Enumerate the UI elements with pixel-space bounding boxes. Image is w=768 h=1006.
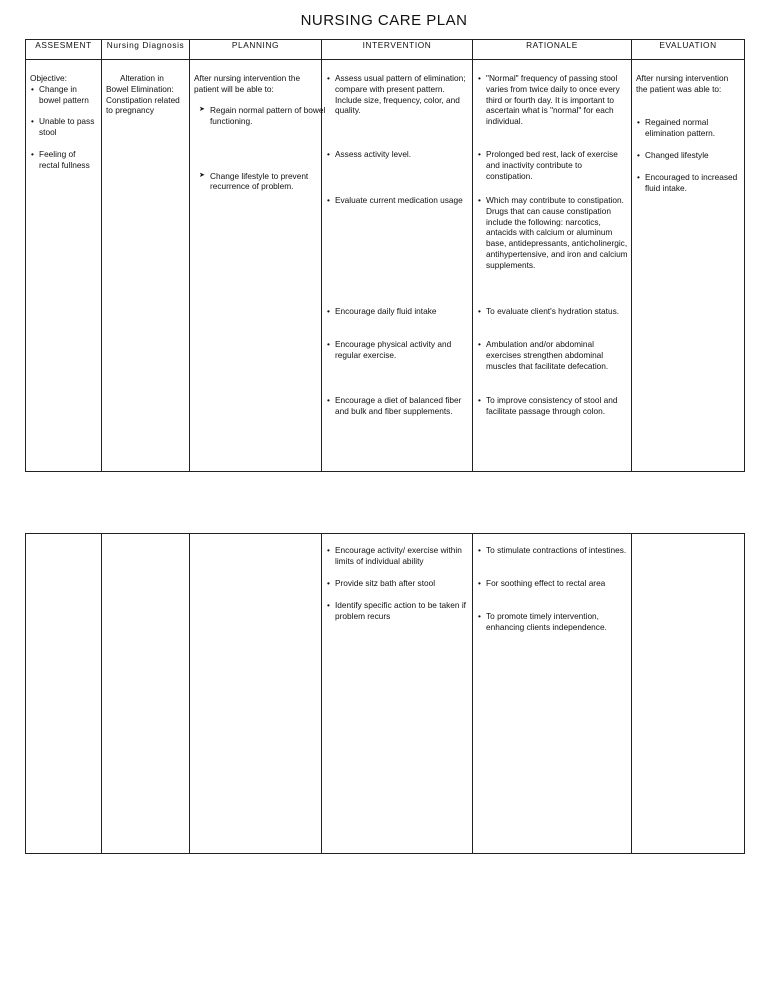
page-title: NURSING CARE PLAN bbox=[300, 12, 468, 29]
header-rationale: RATIONALE bbox=[473, 40, 632, 60]
planning-intro: After nursing intervention the patient will be able to: bbox=[194, 73, 301, 94]
assessment-cell-empty bbox=[26, 534, 102, 854]
assessment-cell bbox=[26, 60, 102, 472]
diagnosis-cell-empty bbox=[102, 534, 190, 854]
intervention-item: • Encourage physical activity and regular exercise. bbox=[326, 339, 469, 361]
rationale-cell bbox=[473, 534, 632, 854]
rationale-item: • For soothing effect to rectal area bbox=[477, 578, 628, 589]
intervention-item: • Encourage a diet of balanced fiber and bulk and fiber supplements. bbox=[326, 395, 469, 417]
evaluation-item: • Encouraged to increased fluid intake. bbox=[636, 172, 741, 194]
evaluation-cell-empty bbox=[632, 534, 745, 854]
diagnosis-text: Bowel Elimination: Constipation related to pregnancy bbox=[106, 83, 180, 116]
intervention-cell bbox=[322, 534, 473, 854]
evaluation-item: • Changed lifestyle bbox=[636, 150, 741, 161]
diagnosis-title: Alteration in bbox=[120, 73, 164, 83]
header-assessment: ASSESMENT bbox=[26, 40, 102, 60]
intervention-item: • Assess activity level. bbox=[326, 149, 469, 160]
assessment-label: Objective: bbox=[30, 73, 67, 83]
rationale-item: • To promote timely intervention, enhancing clients independence. bbox=[477, 611, 628, 633]
rationale-item: • To evaluate client's hydration status. bbox=[477, 306, 628, 317]
rationale-cell bbox=[473, 60, 632, 472]
rationale-item: • Prolonged bed rest, lack of exercise and inactivity contribute to constipation. bbox=[477, 149, 628, 181]
planning-cell bbox=[190, 60, 326, 472]
list-item: • Unable to pass stool bbox=[30, 116, 98, 138]
header-diagnosis: Nursing Diagnosis bbox=[102, 40, 190, 60]
table-row bbox=[26, 534, 745, 854]
intervention-item: • Evaluate current medication usage bbox=[326, 195, 469, 206]
care-plan-table bbox=[25, 39, 745, 472]
intervention-item: • Encourage daily fluid intake bbox=[326, 306, 469, 317]
rationale-item: • To stimulate contractions of intestines. bbox=[477, 545, 628, 556]
rationale-item: • Ambulation and/or abdominal exercises strengthen abdominal muscles that facilitate defecation. bbox=[477, 339, 628, 371]
care-plan-continuation-table bbox=[25, 533, 745, 854]
header-intervention: INTERVENTION bbox=[322, 40, 473, 60]
planning-goal: ➤ Regain normal pattern of bowel functioning. bbox=[198, 105, 329, 127]
intervention-item: • Provide sitz bath after stool bbox=[326, 578, 469, 589]
list-item: • Feeling of rectal fullness bbox=[30, 149, 98, 171]
evaluation-intro: After nursing intervention the patient was able to: bbox=[636, 73, 729, 94]
intervention-item: • Identify specific action to be taken if problem recurs bbox=[326, 600, 469, 622]
diagnosis-cell bbox=[102, 60, 190, 472]
header-planning: PLANNING bbox=[190, 40, 322, 60]
assessment-list bbox=[30, 84, 98, 171]
intervention-cell bbox=[322, 60, 473, 472]
rationale-item: • Which may contribute to constipation. Drugs that can cause constipation include the following: narcotics, antacids with calcium or aluminum base, antidepressants, anticholinergic, antihypertensive, and iron and calcium supplements. bbox=[477, 195, 628, 271]
rationale-item: • "Normal" frequency of passing stool varies from twice daily to once every third or fourth day. It is important to ascertain what is "normal" for each individual. bbox=[477, 73, 628, 127]
planning-goal: ➤ Change lifestyle to prevent recurrence of problem. bbox=[198, 171, 329, 193]
rationale-item: • To improve consistency of stool and facilitate passage through colon. bbox=[477, 395, 628, 417]
table-row bbox=[26, 60, 745, 472]
evaluation-cell bbox=[632, 60, 745, 472]
evaluation-item: • Regained normal elimination pattern. bbox=[636, 117, 741, 139]
intervention-item: • Assess usual pattern of elimination; compare with present pattern. Include size, frequency, color, and quality. bbox=[326, 73, 469, 116]
header-evaluation: EVALUATION bbox=[632, 40, 745, 60]
intervention-item: • Encourage activity/ exercise within limits of individual ability bbox=[326, 545, 469, 567]
planning-cell-empty bbox=[190, 534, 322, 854]
table-header-row bbox=[26, 40, 745, 60]
list-item: • Change in bowel pattern bbox=[30, 84, 98, 106]
